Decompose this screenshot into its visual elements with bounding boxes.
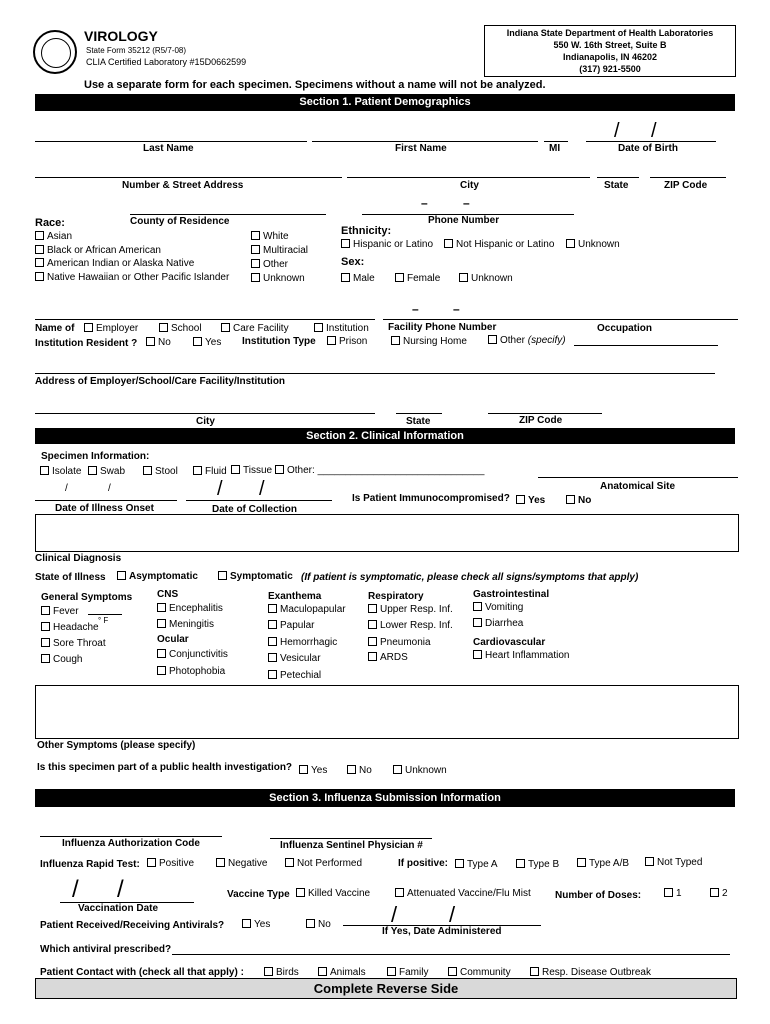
checkbox[interactable] [347,765,356,774]
immuno-yes-option[interactable]: Yes [516,495,545,506]
checkbox[interactable] [296,888,305,897]
checkbox[interactable] [231,465,240,474]
phi-question: Is this specimen part of a public health investigation? [37,762,293,773]
checkbox[interactable] [275,465,284,474]
symptomatic-option[interactable]: Symptomatic [218,571,293,582]
rapid-not-performed-option[interactable]: Not Performed [285,858,362,869]
state-seal-icon [33,30,77,74]
mi-label: MI [549,143,561,154]
checkbox[interactable] [645,857,654,866]
encephalitis-option[interactable]: Encephalitis [157,603,223,614]
heart-inflammation-option[interactable]: Heart Inflammation [473,650,569,661]
checkbox[interactable] [84,323,93,332]
resident-yes-option[interactable]: Yes [193,337,221,348]
school-option[interactable]: School [159,323,202,334]
street-label: Number & Street Address [122,180,244,191]
checkbox[interactable] [268,604,277,613]
checkbox[interactable] [242,919,251,928]
type-ab-option[interactable]: Type A/B [577,858,629,869]
facility-phone-label: Facility Phone Number [388,322,497,333]
anatomical-site-label: Anatomical Site [600,481,676,492]
sentinel-label: Influenza Sentinel Physician # [280,840,423,851]
auth-code-label: Influenza Authorization Code [62,838,200,849]
lab-phone: (317) 921-5500 [579,64,641,74]
form-number: State Form 35212 (R5/7-08) [86,46,187,55]
rapid-test-label: Influenza Rapid Test: [40,859,140,870]
checkbox[interactable] [218,571,227,580]
contact-birds-option[interactable]: Birds [264,967,299,978]
care-facility-option[interactable]: Care Facility [221,323,289,334]
gastro-header: Gastrointestinal [473,589,550,600]
dose-1-option[interactable]: 1 [664,888,682,899]
checkbox[interactable] [516,859,525,868]
checkbox[interactable] [157,649,166,658]
checkbox[interactable] [251,245,260,254]
footer-banner: Complete Reverse Side [35,978,737,999]
vaccination-date-label: Vaccination Date [78,903,159,914]
symptom-note: (If patient is symptomatic, please check all signs/symptoms that apply) [301,572,639,583]
immuno-no-option[interactable]: No [566,495,591,506]
state2-label: State [406,416,431,427]
checkbox[interactable] [159,323,168,332]
checkbox[interactable] [664,888,673,897]
checkbox[interactable] [35,272,44,281]
specimen-info-label: Specimen Information: [41,451,150,462]
checkbox[interactable] [157,603,166,612]
checkbox[interactable] [710,888,719,897]
type-b-option[interactable]: Type B [516,859,559,870]
diarrhea-option[interactable]: Diarrhea [473,618,523,629]
race-other-option[interactable]: Other [251,259,288,270]
dose-2-option[interactable]: 2 [710,888,728,899]
state-label: State [604,180,629,191]
other-type-option[interactable]: Other (specify) [488,335,566,346]
name-of-label: Name of [35,323,75,334]
contact-animals-option[interactable]: Animals [318,967,366,978]
checkbox[interactable] [268,653,277,662]
specimen-stool-option[interactable]: Stool [143,466,178,477]
hemorrhagic-option[interactable]: Hemorrhagic [268,637,337,648]
degrees-f: ° F [98,616,109,625]
pneumonia-option[interactable]: Pneumonia [368,637,431,648]
checkbox[interactable] [221,323,230,332]
checkbox[interactable] [147,858,156,867]
city-label: City [460,180,479,191]
antivirals-label: Patient Received/Receiving Antivirals? [40,920,225,931]
clinical-diagnosis-label: Clinical Diagnosis [35,553,122,564]
specimen-fluid-option[interactable]: Fluid [193,466,227,477]
phi-no-option[interactable]: No [347,765,372,776]
sex-male-option[interactable]: Male [341,273,375,284]
section2-header: Section 2. Clinical Information [35,428,735,444]
contact-outbreak-option[interactable]: Resp. Disease Outbreak [530,967,651,978]
conjunctivitis-option[interactable]: Conjunctivitis [157,649,228,660]
vomiting-option[interactable]: Vomiting [473,602,523,613]
checkbox[interactable] [251,273,260,282]
rapid-negative-option[interactable]: Negative [216,858,267,869]
race-multiracial-option[interactable]: Multiracial [251,245,308,256]
checkbox[interactable] [341,273,350,282]
zip-label: ZIP Code [664,180,708,191]
general-symptoms-header: General Symptoms [41,592,133,603]
checkbox[interactable] [264,967,273,976]
institution-type-label: Institution Type [242,336,316,347]
vaccine-type-label: Vaccine Type [227,889,290,900]
race-american-indian-option[interactable]: American Indian or Alaska Native [35,258,194,269]
section3-header: Section 3. Influenza Submission Information [35,789,735,807]
papular-option[interactable]: Papular [268,620,314,631]
sex-unknown-option[interactable]: Unknown [459,273,513,284]
checkbox[interactable] [448,967,457,976]
checkbox[interactable] [459,273,468,282]
which-antiviral-label: Which antiviral prescribed? [40,944,172,955]
checkbox[interactable] [157,666,166,675]
sex-label: Sex: [341,256,365,268]
checkbox[interactable] [473,602,482,611]
phi-unknown-option[interactable]: Unknown [393,765,447,776]
checkbox[interactable] [268,670,277,679]
specimen-other-option[interactable]: Other: ______________________________ [275,465,484,476]
lower-resp-option[interactable]: Lower Resp. Inf. [368,620,453,631]
institution-resident-label: Institution Resident ? [35,338,138,349]
if-positive-label: If positive: [398,858,449,869]
contact-community-option[interactable]: Community [448,967,511,978]
cough-option[interactable]: Cough [41,654,82,665]
upper-resp-option[interactable]: Upper Resp. Inf. [368,604,453,615]
checkbox[interactable] [387,967,396,976]
ethnicity-label: Ethnicity: [341,225,392,237]
instruction: Use a separate form for each specimen. Specimens without a name will not be analyzed. [84,79,546,91]
antivirals-yes-option[interactable]: Yes [242,919,270,930]
fever-option[interactable]: Fever [41,606,79,617]
checkbox[interactable] [306,919,315,928]
resident-no-option[interactable]: No [146,337,171,348]
other-symptoms-label: Other Symptoms (please specify) [37,740,196,751]
form-title: VIROLOGY [84,28,158,44]
first-name-label: First Name [395,143,447,154]
checkbox[interactable] [157,619,166,628]
killed-vaccine-option[interactable]: Killed Vaccine [296,888,370,899]
checkbox[interactable] [146,337,155,346]
ards-option[interactable]: ARDS [368,652,408,663]
zip2-label: ZIP Code [519,415,563,426]
section1-header: Section 1. Patient Demographics [35,94,735,111]
race-label: Race: [35,217,65,229]
lab-address1: 550 W. 16th Street, Suite B [553,40,667,50]
attenuated-vaccine-option[interactable]: Attenuated Vaccine/Flu Mist [395,888,531,899]
checkbox[interactable] [285,858,294,867]
checkbox[interactable] [216,858,225,867]
vesicular-option[interactable]: Vesicular [268,653,321,664]
onset-date-label: Date of Illness Onset [55,503,154,514]
lab-name: Indiana State Department of Health Laboratories [506,28,714,38]
rapid-positive-option[interactable]: Positive [147,858,194,869]
ethnicity-not-hispanic-option[interactable]: Not Hispanic or Latino [444,239,554,250]
checkbox[interactable] [566,495,575,504]
checkbox[interactable] [193,337,202,346]
specimen-swab-option[interactable]: Swab [88,466,125,477]
cns-header: CNS [157,589,179,600]
specimen-tissue-option[interactable]: Tissue [231,465,272,476]
not-typed-option[interactable]: Not Typed [645,857,702,868]
checkbox[interactable] [395,888,404,897]
race-white-option[interactable]: White [251,231,289,242]
state-illness-label: State of Illness [35,572,106,583]
checkbox[interactable] [368,637,377,646]
checkbox[interactable] [35,245,44,254]
checkbox[interactable] [193,466,202,475]
employer-option[interactable]: Employer [84,323,138,334]
contact-family-option[interactable]: Family [387,967,428,978]
last-name-label: Last Name [143,143,194,154]
checkbox[interactable] [251,259,260,268]
meningitis-option[interactable]: Meningitis [157,619,214,630]
checkbox[interactable] [577,858,586,867]
checkbox[interactable] [393,765,402,774]
checkbox[interactable] [473,618,482,627]
checkbox[interactable] [41,654,50,663]
collection-date-label: Date of Collection [212,504,298,515]
checkbox[interactable] [368,652,377,661]
lab-address2: Indianapolis, IN 46202 [562,52,658,62]
specimen-isolate-option[interactable]: Isolate [40,466,81,477]
checkbox[interactable] [35,231,44,240]
checkbox[interactable] [117,571,126,580]
occupation-label: Occupation [597,323,653,334]
checkbox[interactable] [88,466,97,475]
checkbox[interactable] [143,466,152,475]
ethnicity-hispanic-option[interactable]: Hispanic or Latino [341,239,433,250]
checkbox[interactable] [516,495,525,504]
checkbox[interactable] [530,967,539,976]
race-black-option[interactable]: Black or African American [35,245,161,256]
photophobia-option[interactable]: Photophobia [157,666,225,677]
sore-throat-option[interactable]: Sore Throat [41,638,106,649]
checkbox[interactable] [368,604,377,613]
sex-female-option[interactable]: Female [395,273,440,284]
contact-label: Patient Contact with (check all that apply) : [40,967,244,978]
checkbox[interactable] [41,622,50,631]
phone-label: Phone Number [428,215,500,226]
respiratory-header: Respiratory [368,591,424,602]
checkbox[interactable] [268,637,277,646]
type-a-option[interactable]: Type A [455,859,498,870]
checkbox[interactable] [444,239,453,248]
checkbox[interactable] [395,273,404,282]
lab-address-box [484,25,736,77]
checkbox[interactable] [341,239,350,248]
city2-label: City [196,416,215,427]
prison-option[interactable]: Prison [327,336,367,347]
checkbox[interactable] [318,967,327,976]
date-administered-label: If Yes, Date Administered [382,926,502,937]
institution-option[interactable]: Institution [314,323,369,334]
dob-label: Date of Birth [618,143,678,154]
ethnicity-unknown-option[interactable]: Unknown [566,239,620,250]
race-pacific-option[interactable]: Native Hawaiian or Other Pacific Islander [35,272,229,283]
headache-option[interactable]: Headache [41,622,99,633]
petechial-option[interactable]: Petechial [268,670,321,681]
checkbox[interactable] [488,335,497,344]
other-symptoms-box[interactable] [35,685,739,739]
phi-yes-option[interactable]: Yes [299,765,327,776]
exanthema-header: Exanthema [268,591,322,602]
county-label: County of Residence [130,216,230,227]
checkbox[interactable] [391,336,400,345]
antivirals-no-option[interactable]: No [306,919,331,930]
checkbox[interactable] [268,620,277,629]
checkbox[interactable] [251,231,260,240]
cardio-header: Cardiovascular [473,637,546,648]
checkbox[interactable] [41,638,50,647]
checkbox[interactable] [314,323,323,332]
num-doses-label: Number of Doses: [555,890,642,901]
checkbox[interactable] [473,650,482,659]
checkbox[interactable] [40,466,49,475]
race-asian-option[interactable]: Asian [35,231,72,242]
clinical-diagnosis-box[interactable] [35,514,739,552]
checkbox[interactable] [41,606,50,615]
address-employer-label: Address of Employer/School/Care Facility/Institution [35,376,286,387]
nursing-home-option[interactable]: Nursing Home [391,336,467,347]
checkbox[interactable] [566,239,575,248]
ocular-header: Ocular [157,634,189,645]
checkbox[interactable] [327,336,336,345]
clia-number: CLIA Certified Laboratory #15D0662599 [86,57,247,67]
checkbox[interactable] [35,258,44,267]
race-unknown-option[interactable]: Unknown [251,273,305,284]
checkbox[interactable] [368,620,377,629]
immuno-label: Is Patient Immunocompromised? [352,493,510,504]
maculopapular-option[interactable]: Maculopapular [268,604,346,615]
checkbox[interactable] [299,765,308,774]
checkbox[interactable] [455,859,464,868]
asymptomatic-option[interactable]: Asymptomatic [117,571,198,582]
